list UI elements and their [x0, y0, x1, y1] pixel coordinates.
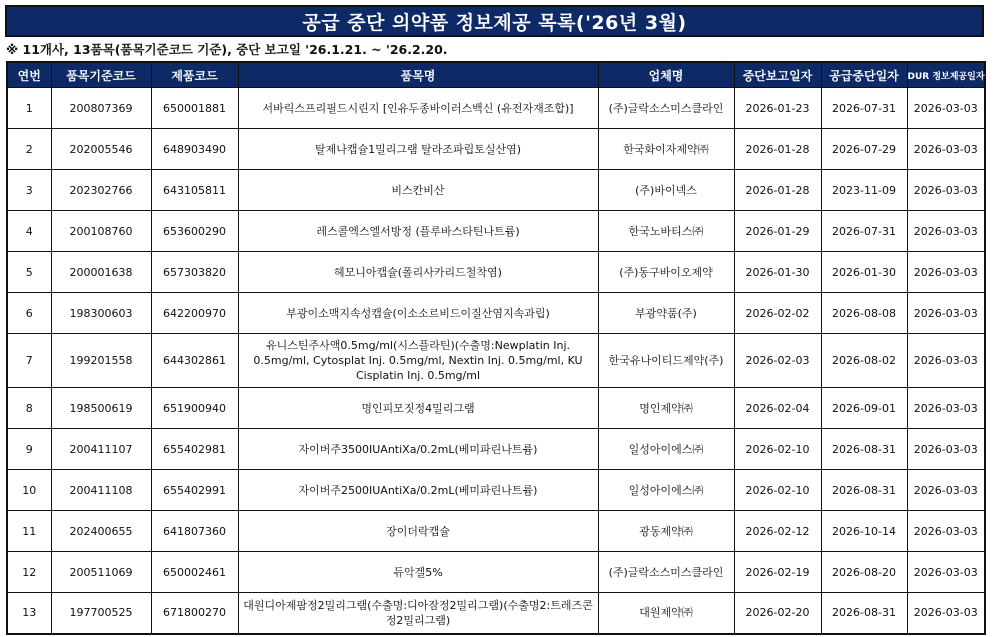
- cell-item-code: 199201558: [51, 334, 151, 388]
- cell-no: 5: [7, 252, 51, 293]
- cell-report-date: 2026-01-28: [734, 170, 821, 211]
- cell-product-code: 644302861: [151, 334, 238, 388]
- cell-item-code: 200411107: [51, 429, 151, 470]
- cell-stop-date: 2026-10-14: [821, 511, 907, 552]
- table-row: [7, 293, 985, 334]
- table-row: [7, 552, 985, 593]
- col-header-company: 업체명: [598, 62, 734, 88]
- table-row: [7, 129, 985, 170]
- cell-stop-date: 2026-08-02: [821, 334, 907, 388]
- cell-company: (주)동구바이오제약: [598, 252, 734, 293]
- cell-name: 대원디아제팜정2밀리그램(수출명:디아잠정2밀리그램)(수출명2:트레즈콘정2밀리그램): [238, 593, 598, 634]
- cell-company: 한국화이자제약㈜: [598, 129, 734, 170]
- cell-product-code: 650001881: [151, 88, 238, 129]
- cell-product-code: 650002461: [151, 552, 238, 593]
- cell-report-date: 2026-02-02: [734, 293, 821, 334]
- col-header-item-code: 품목기준코드: [51, 62, 151, 88]
- cell-no: 2: [7, 129, 51, 170]
- cell-product-code: 655402981: [151, 429, 238, 470]
- summary-note: ※ 11개사, 13품목(품목기준코드 기준), 중단 보고일 '26.1.21. ~ '26.2.20.: [6, 42, 448, 57]
- cell-report-date: 2026-02-20: [734, 593, 821, 634]
- cell-report-date: 2026-01-29: [734, 211, 821, 252]
- cell-company: 대원제약㈜: [598, 593, 734, 634]
- table-row: [7, 388, 985, 429]
- cell-name: 명인피모짓정4밀리그램: [238, 388, 598, 429]
- table-row: [7, 429, 985, 470]
- cell-item-code: 200411108: [51, 470, 151, 511]
- cell-product-code: 651900940: [151, 388, 238, 429]
- cell-stop-date: 2026-01-30: [821, 252, 907, 293]
- table-row: [7, 470, 985, 511]
- page-title-bar: [5, 5, 984, 37]
- cell-name: 듀악겔5%: [238, 552, 598, 593]
- cell-stop-date: 2026-08-31: [821, 470, 907, 511]
- cell-report-date: 2026-01-23: [734, 88, 821, 129]
- cell-name: 비스칸비산: [238, 170, 598, 211]
- cell-no: 12: [7, 552, 51, 593]
- cell-product-code: 643105811: [151, 170, 238, 211]
- cell-company: (주)바이넥스: [598, 170, 734, 211]
- cell-name: 레스콜엑스엘서방정 (플루바스타틴나트륨): [238, 211, 598, 252]
- cell-no: 13: [7, 593, 51, 634]
- cell-report-date: 2026-02-19: [734, 552, 821, 593]
- table-header-row: [7, 62, 985, 88]
- col-header-stop-date: 공급중단일자: [821, 62, 907, 88]
- cell-name: 자이버주3500IUAntiXa/0.2mL(베미파린나트륨): [238, 429, 598, 470]
- table-row: [7, 211, 985, 252]
- cell-dur-date: 2026-03-03: [907, 129, 985, 170]
- cell-no: 3: [7, 170, 51, 211]
- cell-name: 헤모니아캡슐(폴리사카리드철착염): [238, 252, 598, 293]
- cell-dur-date: 2026-03-03: [907, 252, 985, 293]
- cell-stop-date: 2026-08-31: [821, 429, 907, 470]
- cell-report-date: 2026-02-12: [734, 511, 821, 552]
- col-header-report-date: 중단보고일자: [734, 62, 821, 88]
- cell-company: 일성아이에스㈜: [598, 470, 734, 511]
- cell-item-code: 202005546: [51, 129, 151, 170]
- cell-name: 자이버주2500IUAntiXa/0.2mL(베미파린나트륨): [238, 470, 598, 511]
- cell-dur-date: 2026-03-03: [907, 429, 985, 470]
- cell-report-date: 2026-01-28: [734, 129, 821, 170]
- cell-stop-date: 2026-07-31: [821, 88, 907, 129]
- table-row: [7, 334, 985, 388]
- cell-no: 10: [7, 470, 51, 511]
- col-header-name: 품목명: [238, 62, 598, 88]
- cell-dur-date: 2026-03-03: [907, 470, 985, 511]
- cell-no: 4: [7, 211, 51, 252]
- cell-report-date: 2026-02-10: [734, 429, 821, 470]
- cell-dur-date: 2026-03-03: [907, 170, 985, 211]
- cell-product-code: 655402991: [151, 470, 238, 511]
- cell-product-code: 641807360: [151, 511, 238, 552]
- cell-no: 8: [7, 388, 51, 429]
- cell-company: 한국유나이티드제약(주): [598, 334, 734, 388]
- cell-stop-date: 2023-11-09: [821, 170, 907, 211]
- cell-item-code: 200807369: [51, 88, 151, 129]
- cell-company: 광동제약㈜: [598, 511, 734, 552]
- col-header-no: 연번: [7, 62, 51, 88]
- cell-dur-date: 2026-03-03: [907, 293, 985, 334]
- cell-item-code: 200511069: [51, 552, 151, 593]
- cell-product-code: 642200970: [151, 293, 238, 334]
- cell-company: (주)글락소스미스클라인: [598, 552, 734, 593]
- cell-stop-date: 2026-07-29: [821, 129, 907, 170]
- cell-company: 부광약품(주): [598, 293, 734, 334]
- cell-item-code: 197700525: [51, 593, 151, 634]
- table-row: [7, 170, 985, 211]
- cell-item-code: 200001638: [51, 252, 151, 293]
- cell-stop-date: 2026-08-31: [821, 593, 907, 634]
- col-header-product-code: 제품코드: [151, 62, 238, 88]
- cell-stop-date: 2026-08-08: [821, 293, 907, 334]
- cell-item-code: 202400655: [51, 511, 151, 552]
- cell-no: 9: [7, 429, 51, 470]
- page-title: 공급 중단 의약품 정보제공 목록('26년 3월): [302, 11, 687, 34]
- cell-company: 명인제약㈜: [598, 388, 734, 429]
- table-row: [7, 593, 985, 634]
- cell-name: 유니스틴주사액0.5mg/ml(시스플라틴)(수출명:Newplatin Inj. 0.5mg/ml, Cytosplat Inj. 0.5mg/ml, Nextin Inj. 0.5mg/ml, KU Cisplatin Inj. 0.5mg/ml: [238, 334, 598, 388]
- cell-name: 부광이소맥지속성캡슐(이소소르비드이질산염지속과립): [238, 293, 598, 334]
- cell-item-code: 202302766: [51, 170, 151, 211]
- cell-product-code: 653600290: [151, 211, 238, 252]
- table-row: [7, 252, 985, 293]
- cell-dur-date: 2026-03-03: [907, 511, 985, 552]
- cell-name: 서바릭스프리필드시린지 [인유두종바이러스백신 (유전자재조합)]: [238, 88, 598, 129]
- cell-dur-date: 2026-03-03: [907, 211, 985, 252]
- cell-no: 6: [7, 293, 51, 334]
- cell-dur-date: 2026-03-03: [907, 593, 985, 634]
- cell-no: 11: [7, 511, 51, 552]
- cell-report-date: 2026-02-10: [734, 470, 821, 511]
- cell-report-date: 2026-01-30: [734, 252, 821, 293]
- cell-dur-date: 2026-03-03: [907, 388, 985, 429]
- cell-dur-date: 2026-03-03: [907, 334, 985, 388]
- cell-report-date: 2026-02-04: [734, 388, 821, 429]
- cell-company: 일성아이에스㈜: [598, 429, 734, 470]
- cell-product-code: 648903490: [151, 129, 238, 170]
- supply-stop-table: [6, 61, 986, 635]
- cell-no: 1: [7, 88, 51, 129]
- cell-item-code: 200108760: [51, 211, 151, 252]
- cell-name: 장이더락캡슐: [238, 511, 598, 552]
- cell-item-code: 198500619: [51, 388, 151, 429]
- cell-stop-date: 2026-09-01: [821, 388, 907, 429]
- cell-stop-date: 2026-08-20: [821, 552, 907, 593]
- cell-dur-date: 2026-03-03: [907, 88, 985, 129]
- col-header-dur-date: DUR 정보제공일자: [907, 62, 985, 88]
- table-row: [7, 511, 985, 552]
- cell-no: 7: [7, 334, 51, 388]
- table-row: [7, 88, 985, 129]
- cell-dur-date: 2026-03-03: [907, 552, 985, 593]
- cell-name: 탈제나캡슐1밀리그램 탈라조파립토실산염): [238, 129, 598, 170]
- cell-item-code: 198300603: [51, 293, 151, 334]
- cell-report-date: 2026-02-03: [734, 334, 821, 388]
- cell-product-code: 671800270: [151, 593, 238, 634]
- cell-company: 한국노바티스㈜: [598, 211, 734, 252]
- cell-product-code: 657303820: [151, 252, 238, 293]
- cell-stop-date: 2026-07-31: [821, 211, 907, 252]
- cell-company: (주)글락소스미스클라인: [598, 88, 734, 129]
